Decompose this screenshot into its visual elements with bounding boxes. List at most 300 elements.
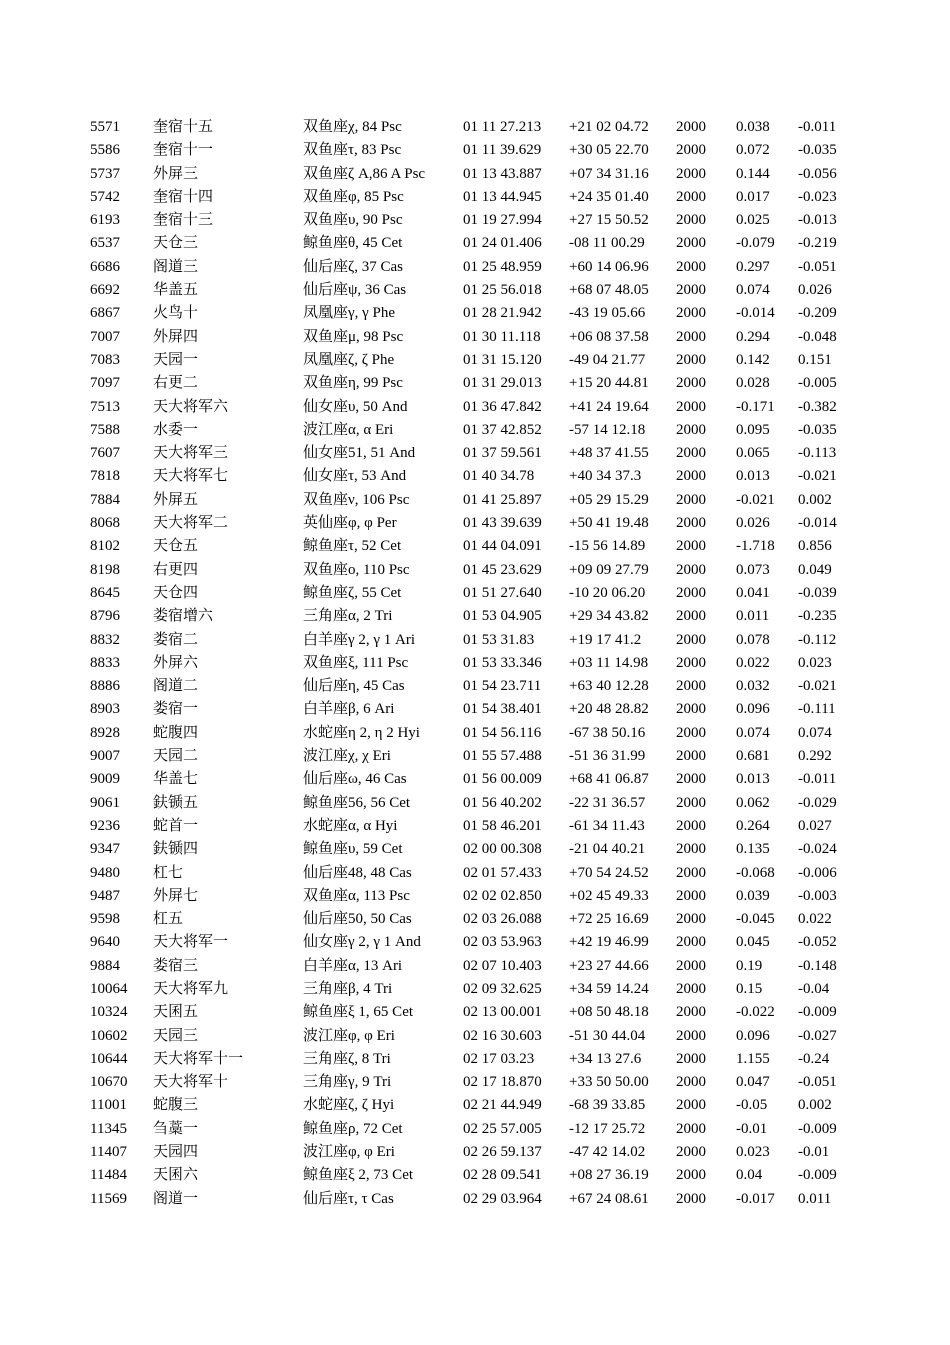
proper-motion-ra-cell: 0.065 <box>736 445 770 462</box>
constellation-designation-cell: 双鱼座μ, 98 Psc <box>303 328 404 345</box>
right-ascension-cell: 01 11 27.213 <box>463 119 542 135</box>
epoch-cell: 2000 <box>676 212 706 229</box>
declination-cell: +27 15 50.52 <box>569 212 649 229</box>
constellation-designation-cell: 双鱼座α, 113 Psc <box>303 887 410 904</box>
proper-motion-ra-cell: -0.014 <box>736 305 775 322</box>
hip-number-cell: 11484 <box>90 1167 127 1184</box>
declination-cell: -10 20 06.20 <box>569 584 646 601</box>
constellation-designation-cell: 仙女座γ 2, γ 1 And <box>303 934 421 951</box>
right-ascension-cell: 01 53 04.905 <box>463 608 542 625</box>
right-ascension-cell: 01 28 21.942 <box>463 305 542 322</box>
constellation-designation-cell: 仙后座ζ, 37 Cas <box>303 258 403 275</box>
chinese-name-cell: 天大将军二 <box>153 515 229 532</box>
table-row <box>90 955 858 978</box>
right-ascension-cell: 01 11 39.629 <box>463 142 542 159</box>
proper-motion-dec-cell: 0.856 <box>798 538 832 555</box>
chinese-name-cell: 天园三 <box>153 1027 199 1044</box>
table-row <box>90 1001 858 1024</box>
hip-number-cell: 8068 <box>90 515 120 532</box>
hip-number-cell: 11345 <box>90 1120 127 1137</box>
proper-motion-dec-cell: -0.235 <box>798 608 837 625</box>
constellation-designation-cell: 鲸鱼座θ, 45 Cet <box>303 235 403 252</box>
proper-motion-dec-cell: -0.209 <box>798 305 837 322</box>
epoch-cell: 2000 <box>676 421 706 438</box>
epoch-cell: 2000 <box>676 142 706 159</box>
constellation-designation-cell: 波江座α, α Eri <box>303 421 394 438</box>
declination-cell: -68 39 33.85 <box>569 1097 646 1114</box>
epoch-cell: 2000 <box>676 980 706 997</box>
table-row <box>90 116 858 139</box>
chinese-name-cell: 蛇首一 <box>153 817 199 834</box>
epoch-cell: 2000 <box>676 1027 706 1044</box>
epoch-cell: 2000 <box>676 584 706 601</box>
table-row <box>90 885 858 908</box>
table-row <box>90 792 858 815</box>
hip-number-cell: 11569 <box>90 1190 127 1207</box>
proper-motion-ra-cell: -0.01 <box>736 1120 768 1137</box>
right-ascension-cell: 02 26 59.137 <box>463 1144 542 1161</box>
hip-number-cell: 10644 <box>90 1050 128 1067</box>
constellation-designation-cell: 双鱼座τ, 83 Psc <box>303 142 402 159</box>
proper-motion-dec-cell: -0.04 <box>798 980 830 997</box>
constellation-designation-cell: 三角座γ, 9 Tri <box>303 1074 392 1091</box>
chinese-name-cell: 天园四 <box>153 1144 199 1161</box>
constellation-designation-cell: 三角座ζ, 8 Tri <box>303 1050 391 1067</box>
right-ascension-cell: 02 16 30.603 <box>463 1027 542 1044</box>
constellation-designation-cell: 波江座χ, χ Eri <box>303 748 391 765</box>
proper-motion-ra-cell: 0.072 <box>736 142 770 159</box>
chinese-name-cell: 华盖五 <box>153 282 199 299</box>
chinese-name-cell: 天园二 <box>153 748 199 765</box>
constellation-designation-cell: 鲸鱼座ξ 2, 73 Cet <box>303 1167 414 1184</box>
epoch-cell: 2000 <box>676 1144 706 1161</box>
constellation-designation-cell: 双鱼座ν, 106 Psc <box>303 491 410 508</box>
table-row <box>90 745 858 768</box>
table-row <box>90 163 858 186</box>
proper-motion-ra-cell: -0.068 <box>736 864 775 881</box>
hip-number-cell: 9598 <box>90 911 120 928</box>
epoch-cell: 2000 <box>676 817 706 834</box>
hip-number-cell: 8645 <box>90 584 120 601</box>
chinese-name-cell: 奎宿十五 <box>153 119 214 135</box>
constellation-designation-cell: 仙后座τ, τ Cas <box>303 1190 394 1207</box>
constellation-designation-cell: 双鱼座ο, 110 Psc <box>303 561 410 578</box>
chinese-name-cell: 刍藁一 <box>153 1120 199 1137</box>
chinese-name-cell: 天大将军一 <box>153 934 229 951</box>
declination-cell: +63 40 12.28 <box>569 678 649 695</box>
constellation-designation-cell: 仙后座ψ, 36 Cas <box>303 282 407 299</box>
hip-number-cell: 9236 <box>90 817 120 834</box>
declination-cell: -49 04 21.77 <box>569 351 646 368</box>
proper-motion-ra-cell: 0.032 <box>736 678 770 695</box>
hip-number-cell: 7884 <box>90 491 120 508</box>
epoch-cell: 2000 <box>676 538 706 555</box>
constellation-designation-cell: 白羊座β, 6 Ari <box>303 701 395 718</box>
right-ascension-cell: 02 00 00.308 <box>463 841 542 858</box>
right-ascension-cell: 02 13 00.001 <box>463 1004 542 1021</box>
right-ascension-cell: 01 45 23.629 <box>463 561 542 578</box>
proper-motion-ra-cell: 0.011 <box>736 608 770 625</box>
chinese-name-cell: 外屏三 <box>153 165 199 182</box>
declination-cell: -47 42 14.02 <box>569 1144 646 1161</box>
right-ascension-cell: 01 19 27.994 <box>463 212 542 229</box>
chinese-name-cell: 天囷六 <box>153 1167 199 1184</box>
constellation-designation-cell: 仙后座50, 50 Cas <box>303 911 412 928</box>
right-ascension-cell: 01 40 34.78 <box>463 468 535 485</box>
hip-number-cell: 11407 <box>90 1144 127 1161</box>
right-ascension-cell: 01 13 44.945 <box>463 188 542 205</box>
table-row <box>90 1118 858 1141</box>
declination-cell: +41 24 19.64 <box>569 398 649 415</box>
epoch-cell: 2000 <box>676 235 706 252</box>
proper-motion-dec-cell: -0.014 <box>798 515 837 532</box>
hip-number-cell: 8833 <box>90 654 120 671</box>
constellation-designation-cell: 水蛇座α, α Hyi <box>303 817 398 834</box>
declination-cell: -22 31 36.57 <box>569 794 646 811</box>
proper-motion-dec-cell: 0.049 <box>798 561 832 578</box>
chinese-name-cell: 奎宿十四 <box>153 188 214 205</box>
chinese-name-cell: 天大将军九 <box>153 980 229 997</box>
hip-number-cell: 6867 <box>90 305 120 322</box>
chinese-name-cell: 外屏四 <box>153 328 199 345</box>
hip-number-cell: 10064 <box>90 980 128 997</box>
constellation-designation-cell: 鲸鱼座τ, 52 Cet <box>303 538 402 555</box>
chinese-name-cell: 奎宿十一 <box>153 142 214 159</box>
hip-number-cell: 8198 <box>90 561 120 578</box>
proper-motion-ra-cell: 0.013 <box>736 468 770 485</box>
epoch-cell: 2000 <box>676 165 706 182</box>
proper-motion-ra-cell: 0.095 <box>736 421 770 438</box>
right-ascension-cell: 01 56 00.009 <box>463 771 542 788</box>
chinese-name-cell: 娄宿三 <box>153 957 199 974</box>
epoch-cell: 2000 <box>676 258 706 275</box>
table-row <box>90 1188 858 1211</box>
chinese-name-cell: 阁道三 <box>153 258 199 275</box>
declination-cell: +60 14 06.96 <box>569 258 649 275</box>
constellation-designation-cell: 仙后座48, 48 Cas <box>303 864 412 881</box>
proper-motion-dec-cell: -0.219 <box>798 235 837 252</box>
proper-motion-ra-cell: 0.04 <box>736 1167 763 1184</box>
hip-number-cell: 9061 <box>90 794 120 811</box>
declination-cell: +02 45 49.33 <box>569 887 649 904</box>
declination-cell: +68 41 06.87 <box>569 771 649 788</box>
constellation-designation-cell: 白羊座γ 2, γ 1 Ari <box>303 631 416 648</box>
hip-number-cell: 9007 <box>90 748 120 765</box>
proper-motion-dec-cell: -0.039 <box>798 584 837 601</box>
epoch-cell: 2000 <box>676 1097 706 1114</box>
table-row <box>90 419 858 442</box>
table-row <box>90 489 858 512</box>
right-ascension-cell: 01 30 11.118 <box>463 328 541 345</box>
proper-motion-dec-cell: 0.022 <box>798 911 832 928</box>
proper-motion-ra-cell: 0.15 <box>736 980 763 997</box>
declination-cell: +50 41 19.48 <box>569 515 649 532</box>
proper-motion-dec-cell: 0.292 <box>798 748 832 765</box>
right-ascension-cell: 01 53 33.346 <box>463 654 542 671</box>
constellation-designation-cell: 仙女座51, 51 And <box>303 445 416 462</box>
table-row <box>90 396 858 419</box>
proper-motion-dec-cell: -0.052 <box>798 934 837 951</box>
hip-number-cell: 5586 <box>90 142 120 159</box>
proper-motion-ra-cell: 0.038 <box>736 119 770 135</box>
proper-motion-ra-cell: 0.078 <box>736 631 770 648</box>
declination-cell: +07 34 31.16 <box>569 165 649 182</box>
constellation-designation-cell: 仙女座υ, 50 And <box>303 398 408 415</box>
constellation-designation-cell: 鲸鱼座ζ, 55 Cet <box>303 584 402 601</box>
right-ascension-cell: 02 28 09.541 <box>463 1167 542 1184</box>
proper-motion-ra-cell: 0.294 <box>736 328 770 345</box>
hip-number-cell: 6193 <box>90 212 120 229</box>
right-ascension-cell: 01 25 48.959 <box>463 258 542 275</box>
proper-motion-ra-cell: 0.297 <box>736 258 770 275</box>
chinese-name-cell: 鈇锧五 <box>153 794 199 811</box>
right-ascension-cell: 01 54 23.711 <box>463 678 542 695</box>
proper-motion-ra-cell: -0.045 <box>736 911 775 928</box>
declination-cell: +06 08 37.58 <box>569 328 649 345</box>
table-row <box>90 815 858 838</box>
declination-cell: +68 07 48.05 <box>569 282 649 299</box>
constellation-designation-cell: 仙女座τ, 53 And <box>303 468 407 485</box>
epoch-cell: 2000 <box>676 1050 706 1067</box>
table-row <box>90 1071 858 1094</box>
chinese-name-cell: 天仓三 <box>153 235 199 252</box>
epoch-cell: 2000 <box>676 654 706 671</box>
hip-number-cell: 10324 <box>90 1004 128 1021</box>
epoch-cell: 2000 <box>676 375 706 392</box>
declination-cell: +24 35 01.40 <box>569 188 649 205</box>
declination-cell: -51 30 44.04 <box>569 1027 646 1044</box>
declination-cell: +34 13 27.6 <box>569 1050 642 1067</box>
declination-cell: -15 56 14.89 <box>569 538 646 555</box>
table-row <box>90 326 858 349</box>
proper-motion-ra-cell: 0.073 <box>736 561 770 578</box>
right-ascension-cell: 01 54 38.401 <box>463 701 542 718</box>
proper-motion-ra-cell: 0.045 <box>736 934 770 951</box>
chinese-name-cell: 天仓四 <box>153 584 199 601</box>
right-ascension-cell: 01 51 27.640 <box>463 584 542 601</box>
proper-motion-dec-cell: 0.026 <box>798 282 832 299</box>
right-ascension-cell: 01 25 56.018 <box>463 282 542 299</box>
right-ascension-cell: 02 02 02.850 <box>463 887 542 904</box>
table-row <box>90 1094 858 1117</box>
proper-motion-ra-cell: -0.171 <box>736 398 775 415</box>
constellation-designation-cell: 鲸鱼座56, 56 Cet <box>303 794 411 811</box>
table-row <box>90 605 858 628</box>
right-ascension-cell: 01 53 31.83 <box>463 631 535 648</box>
declination-cell: +72 25 16.69 <box>569 911 649 928</box>
proper-motion-ra-cell: 0.074 <box>736 282 770 299</box>
proper-motion-dec-cell: -0.021 <box>798 678 837 695</box>
epoch-cell: 2000 <box>676 771 706 788</box>
table-row <box>90 908 858 931</box>
chinese-name-cell: 娄宿一 <box>153 701 199 718</box>
right-ascension-cell: 01 36 47.842 <box>463 398 542 415</box>
chinese-name-cell: 华盖七 <box>153 771 199 788</box>
proper-motion-ra-cell: 0.062 <box>736 794 770 811</box>
right-ascension-cell: 01 31 29.013 <box>463 375 542 392</box>
proper-motion-ra-cell: -0.022 <box>736 1004 775 1021</box>
epoch-cell: 2000 <box>676 398 706 415</box>
table-row <box>90 675 858 698</box>
proper-motion-dec-cell: -0.035 <box>798 142 837 159</box>
declination-cell: +30 05 22.70 <box>569 142 649 159</box>
proper-motion-dec-cell: -0.051 <box>798 1074 837 1091</box>
proper-motion-dec-cell: -0.148 <box>798 957 837 974</box>
epoch-cell: 2000 <box>676 701 706 718</box>
hip-number-cell: 9480 <box>90 864 120 881</box>
hip-number-cell: 7097 <box>90 375 120 392</box>
right-ascension-cell: 01 43 39.639 <box>463 515 542 532</box>
right-ascension-cell: 02 09 32.625 <box>463 980 542 997</box>
epoch-cell: 2000 <box>676 1074 706 1091</box>
right-ascension-cell: 02 29 03.964 <box>463 1190 542 1207</box>
right-ascension-cell: 01 37 42.852 <box>463 421 542 438</box>
declination-cell: +42 19 46.99 <box>569 934 649 951</box>
declination-cell: +67 24 08.61 <box>569 1190 649 1207</box>
table-row <box>90 582 858 605</box>
chinese-name-cell: 阁道二 <box>153 678 199 695</box>
proper-motion-dec-cell: -0.01 <box>798 1144 830 1161</box>
declination-cell: +05 29 15.29 <box>569 491 649 508</box>
epoch-cell: 2000 <box>676 561 706 578</box>
right-ascension-cell: 02 07 10.403 <box>463 957 542 974</box>
chinese-name-cell: 天大将军六 <box>153 398 229 415</box>
proper-motion-dec-cell: 0.002 <box>798 1097 832 1114</box>
declination-cell: -61 34 11.43 <box>569 817 645 834</box>
proper-motion-ra-cell: -0.017 <box>736 1190 775 1207</box>
declination-cell: +08 50 48.18 <box>569 1004 649 1021</box>
chinese-name-cell: 火鸟十 <box>153 305 199 322</box>
proper-motion-dec-cell: -0.24 <box>798 1050 830 1067</box>
proper-motion-ra-cell: 0.023 <box>736 1144 770 1161</box>
table-row <box>90 256 858 279</box>
epoch-cell: 2000 <box>676 305 706 322</box>
right-ascension-cell: 02 17 03.23 <box>463 1050 535 1067</box>
hip-number-cell: 11001 <box>90 1097 127 1114</box>
table-row <box>90 139 858 162</box>
declination-cell: +23 27 44.66 <box>569 957 649 974</box>
proper-motion-ra-cell: 0.047 <box>736 1074 770 1091</box>
proper-motion-ra-cell: 0.264 <box>736 817 770 834</box>
declination-cell: -08 11 00.29 <box>569 235 645 252</box>
declination-cell: -57 14 12.18 <box>569 421 646 438</box>
chinese-name-cell: 天大将军十一 <box>153 1050 244 1067</box>
table-row <box>90 1141 858 1164</box>
epoch-cell: 2000 <box>676 188 706 205</box>
constellation-designation-cell: 双鱼座φ, 85 Psc <box>303 188 404 205</box>
right-ascension-cell: 01 31 15.120 <box>463 351 542 368</box>
proper-motion-ra-cell: 0.135 <box>736 841 770 858</box>
proper-motion-ra-cell: 0.026 <box>736 515 770 532</box>
declination-cell: +34 59 14.24 <box>569 980 649 997</box>
right-ascension-cell: 02 03 53.963 <box>463 934 542 951</box>
proper-motion-dec-cell: -0.011 <box>798 119 837 135</box>
constellation-designation-cell: 双鱼座ξ, 111 Psc <box>303 654 409 671</box>
hip-number-cell: 7588 <box>90 421 120 438</box>
right-ascension-cell: 01 58 46.201 <box>463 817 542 834</box>
right-ascension-cell: 01 13 43.887 <box>463 165 542 182</box>
proper-motion-ra-cell: -0.05 <box>736 1097 768 1114</box>
proper-motion-ra-cell: 0.022 <box>736 654 770 671</box>
chinese-name-cell: 外屏七 <box>153 887 199 904</box>
chinese-name-cell: 右更二 <box>153 375 199 392</box>
proper-motion-dec-cell: -0.111 <box>798 701 836 718</box>
table-row <box>90 465 858 488</box>
epoch-cell: 2000 <box>676 328 706 345</box>
proper-motion-dec-cell: -0.035 <box>798 421 837 438</box>
proper-motion-dec-cell: -0.051 <box>798 258 837 275</box>
chinese-name-cell: 杠七 <box>153 864 184 881</box>
proper-motion-dec-cell: -0.011 <box>798 771 837 788</box>
proper-motion-dec-cell: -0.048 <box>798 328 837 345</box>
proper-motion-ra-cell: 0.041 <box>736 584 770 601</box>
epoch-cell: 2000 <box>676 864 706 881</box>
chinese-name-cell: 娄宿二 <box>153 631 199 648</box>
chinese-name-cell: 天仓五 <box>153 538 199 555</box>
hip-number-cell: 9347 <box>90 841 120 858</box>
epoch-cell: 2000 <box>676 957 706 974</box>
hip-number-cell: 6692 <box>90 282 120 299</box>
chinese-name-cell: 外屏六 <box>153 654 199 671</box>
table-row <box>90 372 858 395</box>
right-ascension-cell: 02 25 57.005 <box>463 1120 542 1137</box>
proper-motion-ra-cell: 0.074 <box>736 724 770 741</box>
proper-motion-ra-cell: 0.039 <box>736 887 770 904</box>
chinese-name-cell: 蛇腹四 <box>153 724 199 741</box>
declination-cell: -21 04 40.21 <box>569 841 646 858</box>
hip-number-cell: 8886 <box>90 678 120 695</box>
constellation-designation-cell: 凤凰座γ, γ Phe <box>303 305 396 322</box>
table-row <box>90 652 858 675</box>
proper-motion-ra-cell: 1.155 <box>736 1050 770 1067</box>
epoch-cell: 2000 <box>676 841 706 858</box>
proper-motion-ra-cell: 0.096 <box>736 701 770 718</box>
right-ascension-cell: 02 01 57.433 <box>463 864 542 881</box>
declination-cell: +29 34 43.82 <box>569 608 649 625</box>
proper-motion-dec-cell: -0.009 <box>798 1167 837 1184</box>
declination-cell: -67 38 50.16 <box>569 724 646 741</box>
proper-motion-ra-cell: 0.017 <box>736 188 770 205</box>
proper-motion-ra-cell: 0.013 <box>736 771 770 788</box>
hip-number-cell: 5571 <box>90 119 120 135</box>
hip-number-cell: 8832 <box>90 631 120 648</box>
hip-number-cell: 6537 <box>90 235 120 252</box>
table-row <box>90 535 858 558</box>
table-row <box>90 698 858 721</box>
hip-number-cell: 5742 <box>90 188 120 205</box>
constellation-designation-cell: 双鱼座υ, 90 Psc <box>303 212 403 229</box>
epoch-cell: 2000 <box>676 934 706 951</box>
table-row <box>90 768 858 791</box>
hip-number-cell: 7513 <box>90 398 120 415</box>
table-row <box>90 209 858 232</box>
table-row <box>90 349 858 372</box>
epoch-cell: 2000 <box>676 445 706 462</box>
chinese-name-cell: 奎宿十三 <box>153 212 214 229</box>
right-ascension-cell: 02 21 44.949 <box>463 1097 542 1114</box>
epoch-cell: 2000 <box>676 911 706 928</box>
chinese-name-cell: 右更四 <box>153 561 199 578</box>
chinese-name-cell: 阁道一 <box>153 1190 199 1207</box>
right-ascension-cell: 01 44 04.091 <box>463 538 542 555</box>
chinese-name-cell: 杠五 <box>153 911 184 928</box>
hip-number-cell: 8102 <box>90 538 120 555</box>
declination-cell: +21 02 04.72 <box>569 119 649 135</box>
proper-motion-dec-cell: 0.023 <box>798 654 832 671</box>
hip-number-cell: 8928 <box>90 724 120 741</box>
chinese-name-cell: 鈇锧四 <box>153 841 199 858</box>
right-ascension-cell: 01 41 25.897 <box>463 491 542 508</box>
